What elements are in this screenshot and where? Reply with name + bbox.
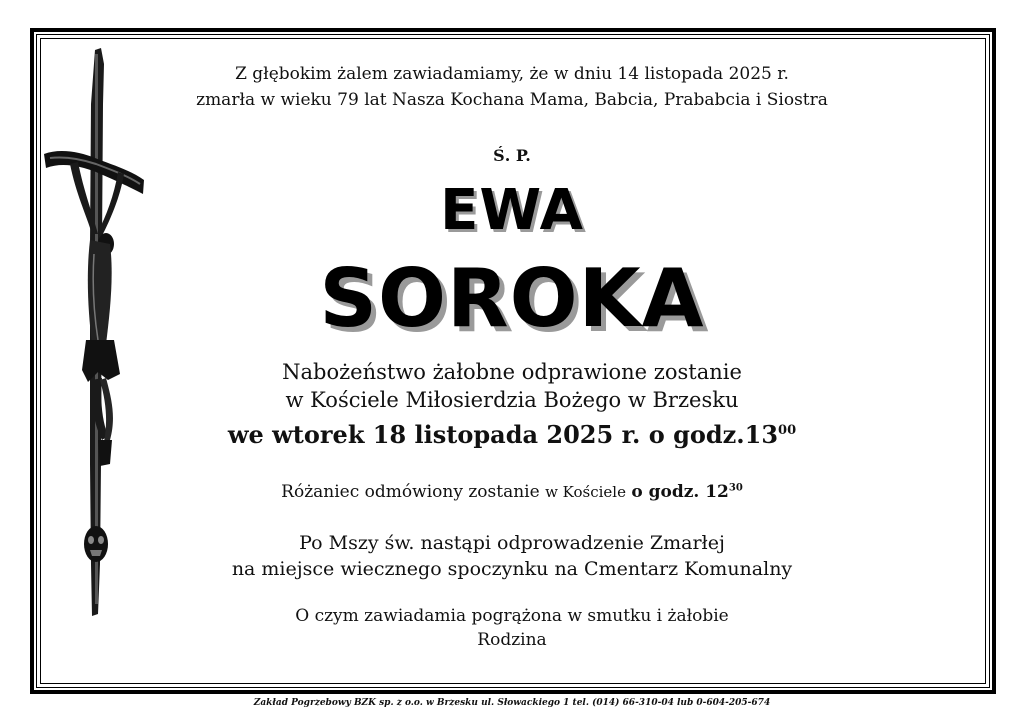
funeral-date-text: we wtorek 18 listopada 2025 r. o godz.13	[227, 420, 779, 449]
closing-line-1: O czym zawiadamia pogrążona w smutku i żałobie	[295, 606, 729, 626]
intro-line-2: zmarła w wieku 79 lat Nasza Kochana Mama, Babcia, Prababcia i Siostra	[196, 90, 828, 110]
rosary-place: w Kościele	[545, 483, 626, 501]
rosary-time	[631, 482, 742, 502]
closing-line-2: Rodzina	[477, 630, 547, 650]
funeral-date	[0, 420, 1024, 449]
deceased-first-name: EWA	[440, 178, 584, 243]
deceased-last-name: SOROKA	[319, 252, 705, 345]
procession-line-2: na miejsce wiecznego spoczynku na Cmentarz Komunalny	[231, 558, 793, 580]
rosary-time-text: o godz. 12	[631, 482, 729, 502]
rosary-time-minutes: 30	[728, 482, 743, 494]
honorific: Ś. P.	[493, 146, 531, 165]
rosary-text: Różaniec odmówiony zostanie	[281, 482, 540, 502]
rosary-line	[0, 482, 1024, 502]
procession-line-1: Po Mszy św. nastąpi odprowadzenie Zmarłej	[299, 532, 725, 554]
mass-line-2: w Kościele Miłosierdzia Bożego w Brzesku	[285, 388, 739, 412]
mass-line-1: Nabożeństwo żałobne odprawione zostanie	[282, 360, 742, 384]
funeral-date-minutes: 00	[778, 423, 797, 438]
funeral-home-footer: Zakład Pogrzebowy BZK sp. z o.o. w Brzesku ul. Słowackiego 1 tel. (014) 66-310-04 lub 0-604-205-674	[253, 698, 771, 708]
intro-line-1: Z głębokim żalem zawiadamiamy, że w dniu 14 listopada 2025 r.	[235, 64, 789, 84]
